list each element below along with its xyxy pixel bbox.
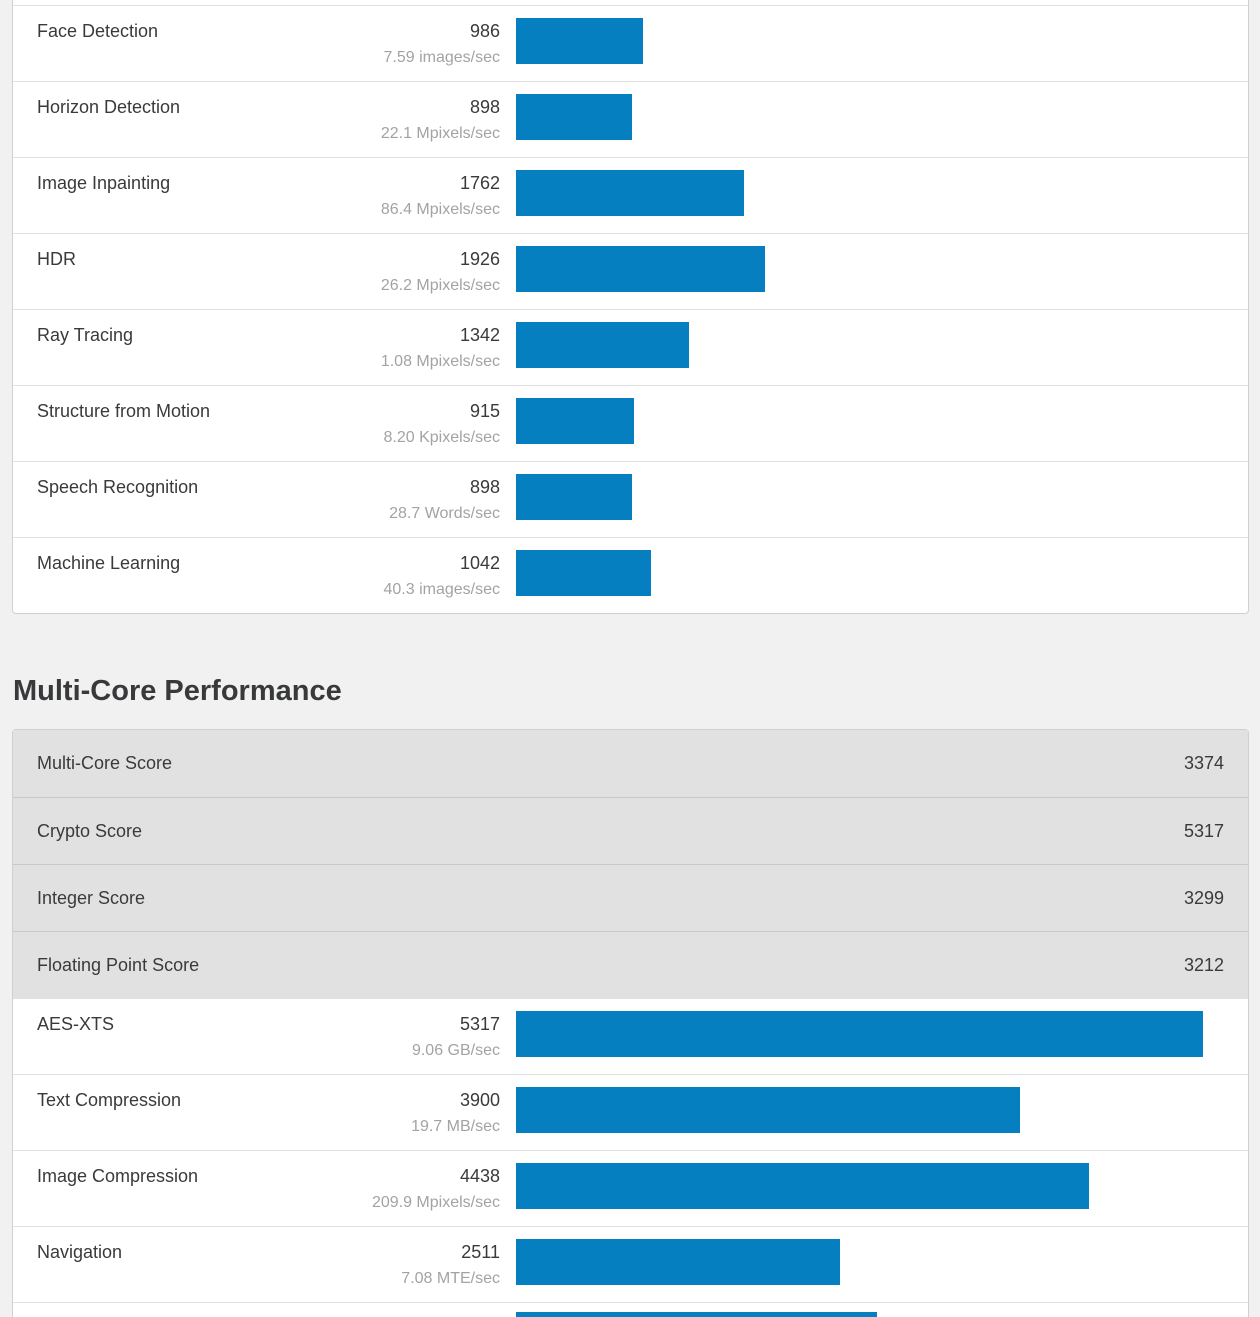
benchmark-name: Image Compression xyxy=(37,1166,199,1186)
summary-score-row xyxy=(13,864,1248,931)
benchmark-rate: 7.59 images/sec xyxy=(383,49,500,66)
benchmark-bar-track xyxy=(500,321,1224,385)
benchmark-bar-track xyxy=(500,549,1224,613)
benchmark-bar-track xyxy=(500,169,1224,233)
benchmark-rate: 9.06 GB/sec xyxy=(411,1042,500,1059)
benchmark-bar-track xyxy=(500,17,1224,81)
benchmark-row xyxy=(13,461,1248,537)
summary-score-value: 3212 xyxy=(1183,955,1224,975)
benchmark-score-bar xyxy=(516,246,765,292)
summary-score-name: Floating Point Score xyxy=(37,955,200,975)
benchmark-score: 3900 xyxy=(459,1090,500,1110)
benchmark-name: Speech Recognition xyxy=(37,477,199,497)
benchmark-score: 1762 xyxy=(459,173,500,193)
benchmark-score-bar xyxy=(516,1312,877,1317)
benchmark-score-bar xyxy=(516,94,632,140)
benchmark-score: 1342 xyxy=(459,325,500,345)
benchmark-score-bar xyxy=(516,1239,840,1285)
benchmark-score-bar xyxy=(516,322,689,368)
benchmark-name: Structure from Motion xyxy=(37,401,211,421)
benchmark-row xyxy=(13,1150,1248,1226)
benchmark-name: Face Detection xyxy=(37,21,159,41)
benchmark-row xyxy=(13,5,1248,81)
benchmark-score-block xyxy=(320,1086,500,1150)
multi-core-benchmark-table xyxy=(12,729,1249,1317)
benchmark-score-bar xyxy=(516,398,634,444)
benchmark-name: HDR xyxy=(37,249,76,269)
benchmark-rate: 28.7 Words/sec xyxy=(389,505,500,522)
benchmark-score-block xyxy=(320,1312,500,1317)
benchmark-score-block xyxy=(320,321,500,385)
benchmark-bar-track xyxy=(500,93,1224,157)
benchmark-bar-track xyxy=(500,1010,1224,1074)
benchmark-score: 1926 xyxy=(459,249,500,269)
benchmark-row xyxy=(13,157,1248,233)
benchmark-rate: 19.7 MB/sec xyxy=(411,1118,500,1135)
benchmark-name: Horizon Detection xyxy=(37,97,181,117)
benchmark-rate: 8.20 Kpixels/sec xyxy=(383,429,500,446)
benchmark-rate: 86.4 Mpixels/sec xyxy=(380,201,500,218)
benchmark-rate: 1.08 Mpixels/sec xyxy=(380,353,500,370)
benchmark-row xyxy=(13,1226,1248,1302)
benchmark-score: 1042 xyxy=(459,553,500,573)
benchmark-rate: 7.08 MTE/sec xyxy=(401,1270,500,1287)
multi-core-performance-heading: Multi-Core Performance xyxy=(13,675,342,707)
summary-score-row xyxy=(13,797,1248,864)
benchmark-bar-track xyxy=(500,1086,1224,1150)
benchmark-score: 986 xyxy=(469,21,500,41)
benchmark-bar-track xyxy=(500,1162,1224,1226)
benchmark-score: 898 xyxy=(469,477,500,497)
benchmark-score-block xyxy=(320,549,500,613)
benchmark-bar-track xyxy=(500,397,1224,461)
benchmark-score-block xyxy=(320,1010,500,1074)
benchmark-score-bar xyxy=(516,1087,1020,1133)
benchmark-bar-track xyxy=(500,473,1224,537)
benchmark-score-bar xyxy=(516,550,651,596)
benchmark-row xyxy=(13,998,1248,1074)
benchmark-score-block xyxy=(320,245,500,309)
benchmark-name: Text Compression xyxy=(37,1090,182,1110)
benchmark-score-bar xyxy=(516,18,643,64)
benchmark-score: 915 xyxy=(469,401,500,421)
benchmark-rate: 22.1 Mpixels/sec xyxy=(380,125,500,142)
benchmark-score-block xyxy=(320,93,500,157)
benchmark-name: Navigation xyxy=(37,1242,123,1262)
summary-score-name: Integer Score xyxy=(37,888,146,908)
summary-score-row xyxy=(13,730,1248,797)
cutoff-benchmark-row xyxy=(13,1302,1248,1317)
benchmark-score-bar xyxy=(516,1011,1203,1057)
summary-score-value: 5317 xyxy=(1183,821,1224,841)
benchmark-rate: 40.3 images/sec xyxy=(383,581,500,598)
benchmark-score-block xyxy=(320,1238,500,1302)
benchmark-row xyxy=(13,81,1248,157)
benchmark-rate: 26.2 Mpixels/sec xyxy=(380,277,500,294)
benchmark-row xyxy=(13,309,1248,385)
benchmark-bar-track xyxy=(500,1238,1224,1302)
benchmark-row xyxy=(13,385,1248,461)
benchmark-score: 898 xyxy=(469,97,500,117)
summary-score-row xyxy=(13,931,1248,998)
summary-score-name: Crypto Score xyxy=(37,821,143,841)
benchmark-score-block xyxy=(320,1162,500,1226)
benchmark-row xyxy=(13,1074,1248,1150)
benchmark-name: Ray Tracing xyxy=(37,325,134,345)
benchmark-score-block xyxy=(320,473,500,537)
summary-score-value: 3299 xyxy=(1183,888,1224,908)
benchmark-bar-track xyxy=(500,245,1224,309)
benchmark-name: Image Inpainting xyxy=(37,173,171,193)
benchmark-score: 5317 xyxy=(459,1014,500,1034)
benchmark-bar-track xyxy=(500,1312,1224,1317)
benchmark-name: AES-XTS xyxy=(37,1014,115,1034)
benchmark-score: 4438 xyxy=(459,1166,500,1186)
benchmark-score-block xyxy=(320,397,500,461)
benchmark-row xyxy=(13,233,1248,309)
summary-score-value: 3374 xyxy=(1183,753,1224,773)
benchmark-score-block xyxy=(320,169,500,233)
benchmark-score-block xyxy=(320,17,500,81)
summary-score-name: Multi-Core Score xyxy=(37,753,173,773)
benchmark-score: 2511 xyxy=(461,1242,500,1262)
benchmark-score-bar xyxy=(516,1163,1089,1209)
benchmark-score-bar xyxy=(516,474,632,520)
single-core-benchmark-table xyxy=(12,0,1249,614)
benchmark-name xyxy=(37,1312,320,1317)
benchmark-score-bar xyxy=(516,170,744,216)
benchmark-name: Machine Learning xyxy=(37,553,181,573)
benchmark-row xyxy=(13,537,1248,613)
benchmark-rate: 209.9 Mpixels/sec xyxy=(371,1194,500,1211)
